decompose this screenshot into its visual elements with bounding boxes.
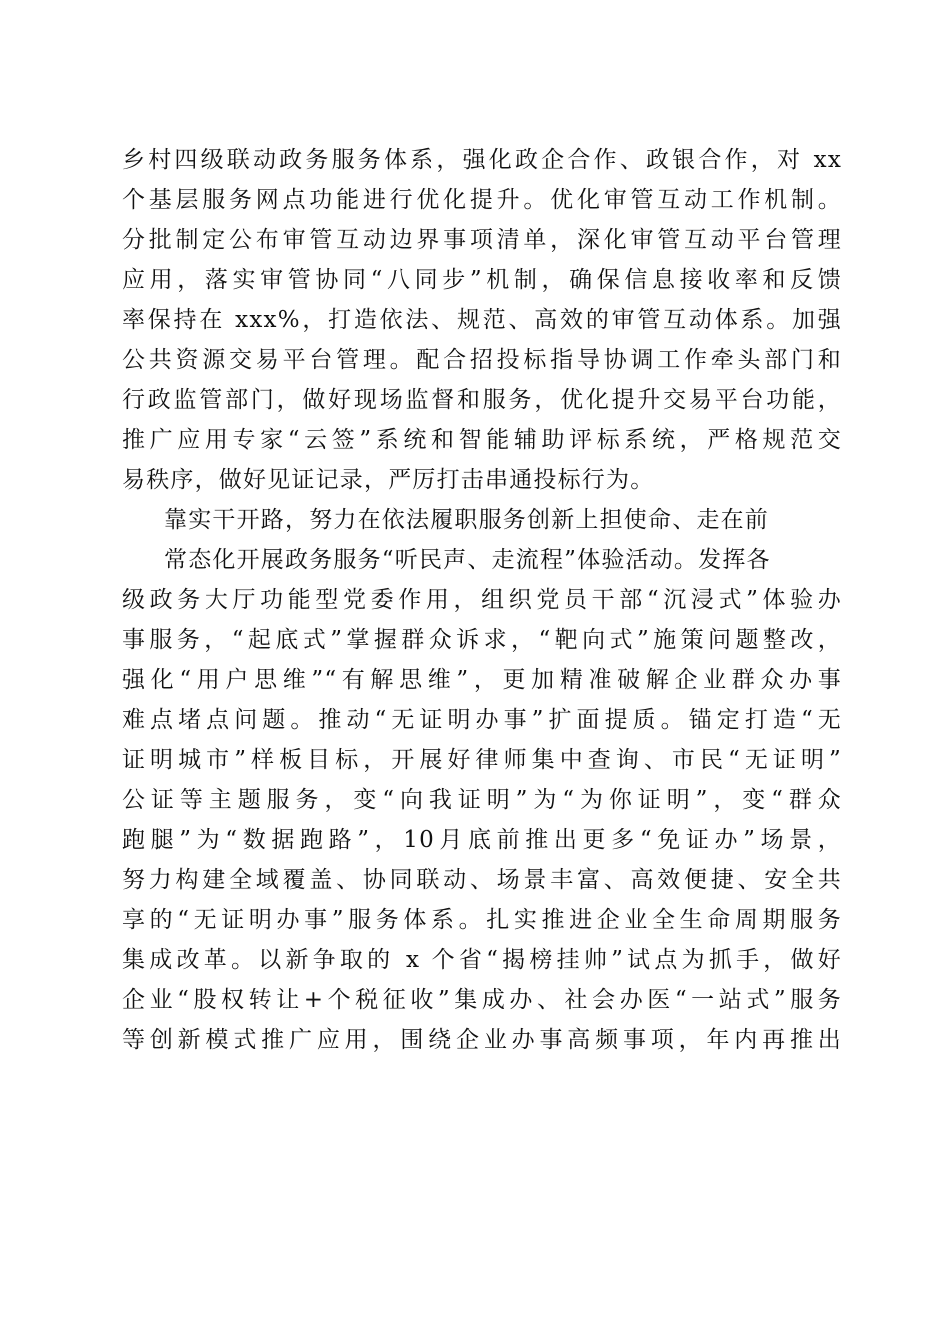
paragraph-1	[122, 140, 842, 500]
text-line: 公证等主题服务，变“向我证明”为“为你证明”，变“群众	[122, 787, 842, 813]
text-line: 级政务大厅功能型党委作用，组织党员干部“沉浸式”体验办	[122, 587, 842, 613]
text-line: 分批制定公布审管互动边界事项清单，深化审管互动平台管理	[122, 227, 842, 253]
text-line: 集成改革。以新争取的 x 个省“揭榜挂帅”试点为抓手，做好	[122, 947, 842, 973]
text-line: 易秩序，做好见证记录，严厉打击串通投标行为。	[122, 467, 655, 493]
text-line: 行政监管部门，做好现场监督和服务，优化提升交易平台功能，	[122, 387, 842, 413]
section-heading: 靠实干开路，努力在依法履职服务创新上担使命、走在前	[164, 507, 769, 533]
text-line: 推广应用专家“云签”系统和智能辅助评标系统，严格规范交	[122, 427, 842, 453]
text-line: 难点堵点问题。推动“无证明办事”扩面提质。锚定打造“无	[122, 707, 842, 733]
text-line: 个基层服务网点功能进行优化提升。优化审管互动工作机制。	[122, 187, 842, 213]
document-body	[122, 140, 842, 1060]
text-line: 等创新模式推广应用，围绕企业办事高频事项，年内再推出	[122, 1027, 842, 1053]
text-line: 享的“无证明办事”服务体系。扎实推进企业全生命周期服务	[122, 907, 842, 933]
text-line: 企业“股权转让+个税征收”集成办、社会办医“一站式”服务	[122, 987, 842, 1013]
text-line: 证明城市”样板目标，开展好律师集中查询、市民“无证明”	[122, 747, 842, 773]
text-line: 常态化开展政务服务“听民声、走流程”体验活动。发挥各	[164, 547, 771, 573]
text-line: 事服务，“起底式”掌握群众诉求，“靶向式”施策问题整改，	[122, 627, 842, 653]
text-line: 公共资源交易平台管理。配合招投标指导协调工作牵头部门和	[122, 347, 842, 373]
text-line: 努力构建全域覆盖、协同联动、场景丰富、高效便捷、安全共	[122, 867, 842, 893]
text-line: 率保持在 xxx%，打造依法、规范、高效的审管互动体系。加强	[122, 307, 842, 333]
text-line: 乡村四级联动政务服务体系，强化政企合作、政银合作，对 xx	[122, 147, 842, 173]
text-line: 跑腿”为“数据跑路”，10月底前推出更多“免证办”场景，	[122, 827, 842, 853]
text-line: 强化“用户思维”“有解思维”，更加精准破解企业群众办事	[122, 667, 842, 693]
paragraph-2	[122, 540, 842, 1060]
text-line: 应用，落实审管协同“八同步”机制，确保信息接收率和反馈	[122, 267, 842, 293]
